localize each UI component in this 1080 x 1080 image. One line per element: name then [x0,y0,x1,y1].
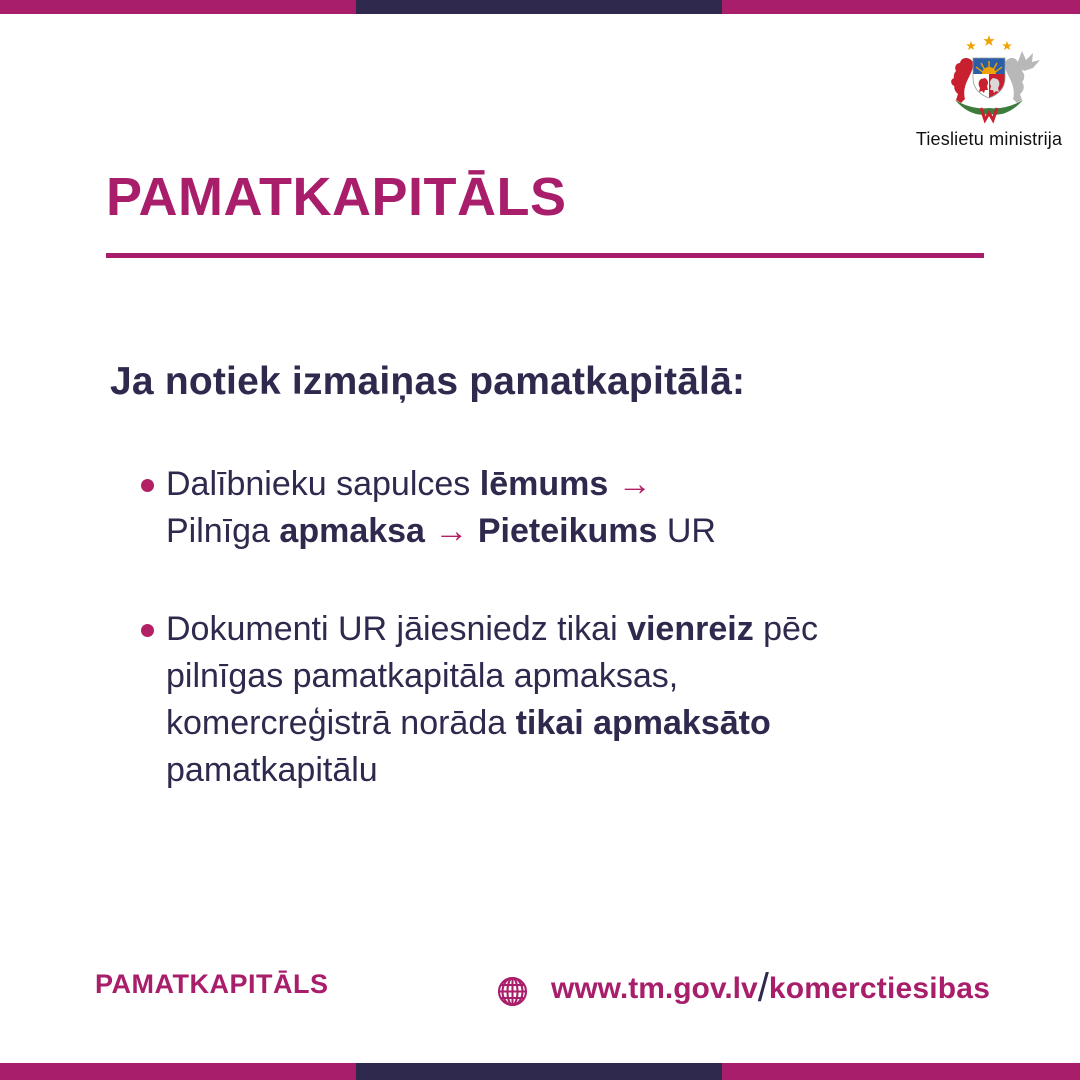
list-item [141,461,716,555]
ministry-logo [899,34,1079,150]
top-bar-segment-right [722,0,1080,14]
text-line [166,606,818,653]
text-line [166,653,818,700]
top-bar-segment-middle [356,0,722,14]
bullet-dot-icon [141,624,154,637]
section-heading: Ja notiek izmaiņas pamatkapitālā: [110,360,746,403]
text-run: UR [657,512,716,550]
text-run-bold: Pieteikums [477,512,658,550]
bottom-bar-segment-middle [356,1063,722,1080]
text-run: pamatkapitālu [166,751,378,789]
text-run: pilnīgas pamatkapitāla apmaksas, [166,657,679,695]
latvia-coat-of-arms-icon [929,34,1049,126]
text-run-bold: apmaksa [279,512,425,550]
text-run: Dalībnieku sapulces [166,465,480,503]
text-run: Dokumenti UR jāiesniedz tikai [166,610,628,648]
text-run: komercreģistrā norāda [166,704,516,742]
text-run-bold: vienreiz [627,610,754,648]
text-line [166,700,818,747]
text-run: pēc [753,610,818,648]
top-bar-segment-left [0,0,356,14]
url-domain: www.tm.gov.lv [551,972,758,1005]
list-item [141,606,818,794]
bottom-accent-bar [0,1063,1080,1080]
url-slash: / [757,966,769,1010]
footer-topic-label: PAMATKAPITĀLS [95,969,329,999]
logo-caption: Tieslietu ministrija [915,129,1063,149]
text-line [166,747,818,794]
top-accent-bar [0,0,1080,14]
bullet-text [166,461,716,555]
text-line [166,461,716,508]
arrow-icon: → [608,465,652,503]
title-underline [106,253,984,258]
website-url [551,968,990,1009]
text-run-bold: lēmums [479,465,609,503]
bottom-bar-segment-right [722,1063,1080,1080]
page-title: PAMATKAPITĀLS [106,167,567,227]
bullet-text [166,606,818,794]
bullet-dot-icon [141,479,154,492]
text-line [166,508,716,555]
arrow-icon: → [424,512,478,550]
text-run: Pilnīga [166,512,280,550]
text-run-bold: tikai apmaksāto [515,704,771,742]
globe-icon [496,975,529,1008]
bottom-bar-segment-left [0,1063,356,1080]
url-path: komerctiesibas [768,972,991,1005]
